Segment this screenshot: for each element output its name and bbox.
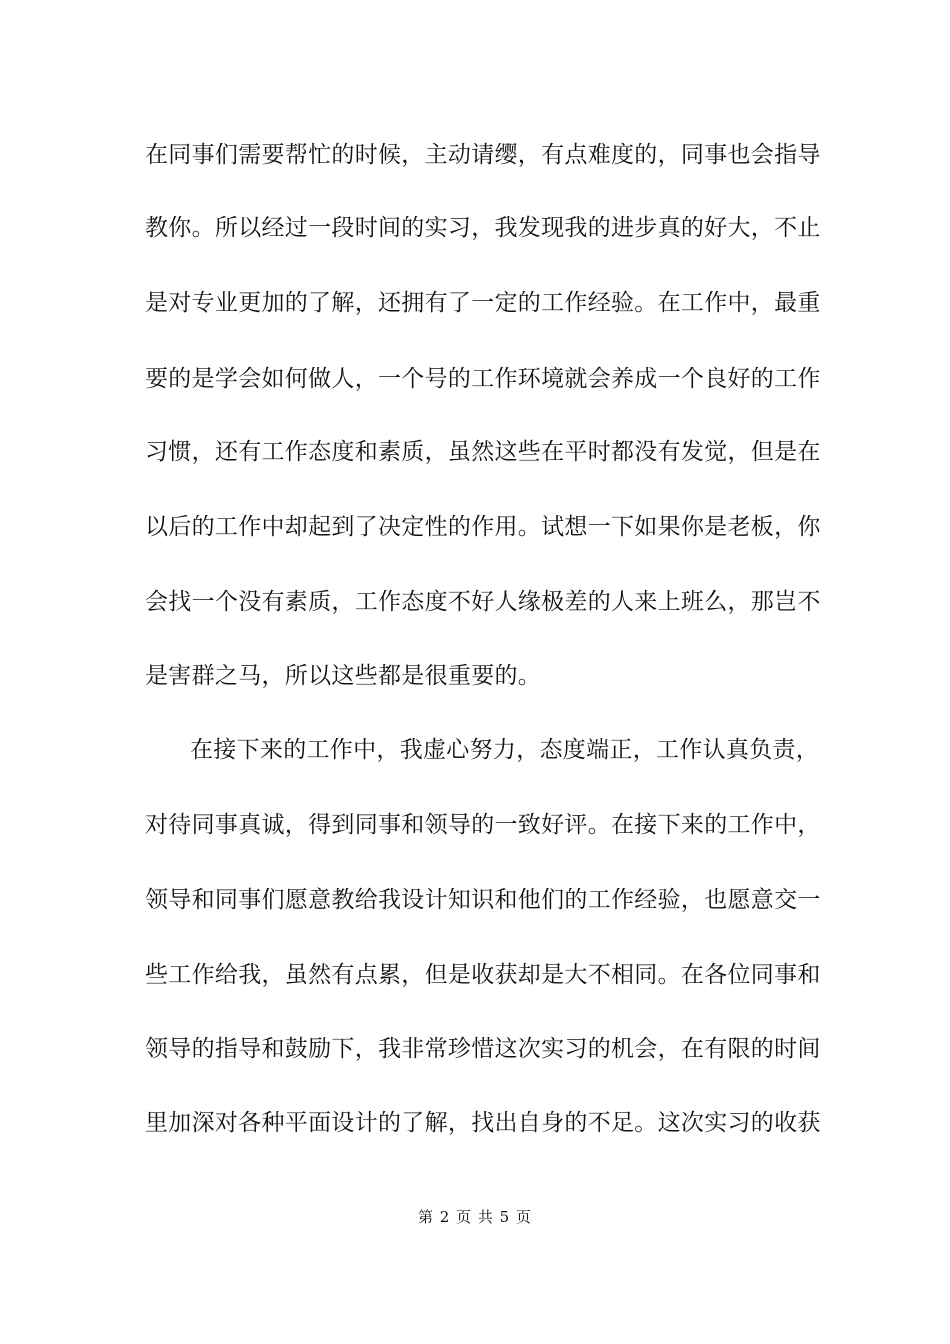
text-line: 是害群之马，所以这些都是很重要的。 (145, 663, 542, 689)
text-line: 教你。所以经过一段时间的实习，我发现我的进步真的好大，不止 (145, 215, 821, 241)
text-line: 领导和同事们愿意教给我设计知识和他们的工作经验，也愿意交一 (145, 887, 821, 913)
text-line: 在接下来的工作中，我虚心努力，态度端正，工作认真负责， (190, 737, 820, 763)
text-line: 领导的指导和鼓励下，我非常珍惜这次实习的机会，在有限的时间 (145, 1036, 821, 1062)
page-number-footer: 第 2 页 共 5 页 (418, 1208, 532, 1226)
text-line: 些工作给我，虽然有点累，但是收获却是大不相同。在各位同事和 (145, 962, 821, 988)
text-line: 对待同事真诚，得到同事和领导的一致好评。在接下来的工作中， (145, 812, 821, 838)
text-line: 习惯，还有工作态度和素质，虽然这些在平时都没有发觉，但是在 (145, 439, 821, 465)
text-line: 会找一个没有素质，工作态度不好人缘极差的人来上班么，那岂不 (145, 589, 821, 615)
text-line: 以后的工作中却起到了决定性的作用。试想一下如果你是老板，你 (145, 514, 821, 540)
text-line: 在同事们需要帮忙的时候，主动请缨，有点难度的，同事也会指导 (145, 142, 821, 168)
text-line: 要的是学会如何做人，一个号的工作环境就会养成一个良好的工作 (145, 366, 821, 392)
text-line: 里加深对各种平面设计的了解，找出自身的不足。这次实习的收获 (145, 1110, 821, 1136)
text-line: 是对专业更加的了解，还拥有了一定的工作经验。在工作中，最重 (145, 290, 821, 316)
